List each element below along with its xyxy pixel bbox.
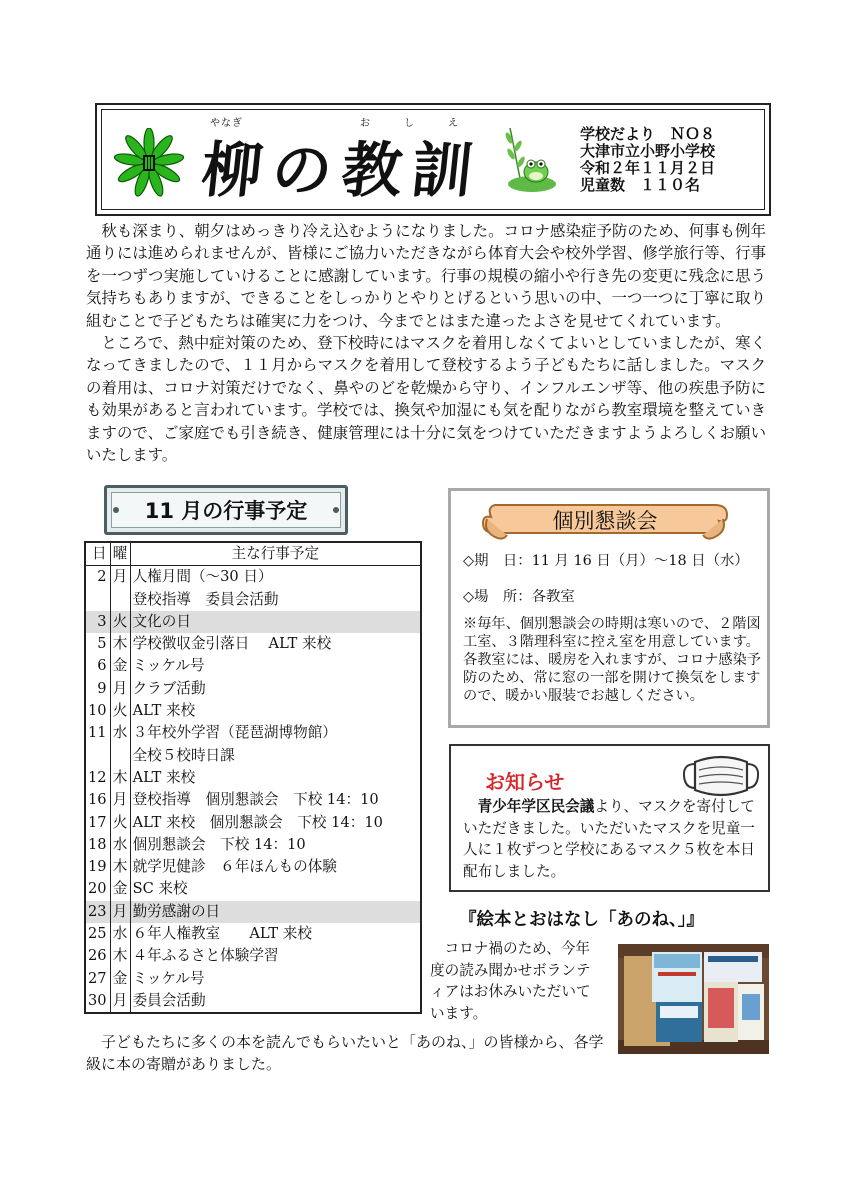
event-name: 勤労感謝の日 bbox=[130, 901, 421, 923]
event-row bbox=[85, 767, 421, 789]
masthead bbox=[95, 103, 771, 216]
event-name: クラブ活動 bbox=[130, 678, 421, 700]
event-row bbox=[85, 722, 421, 744]
title-ruby-oshie: おしえ bbox=[360, 118, 492, 129]
event-row bbox=[85, 700, 421, 722]
event-row bbox=[85, 945, 421, 967]
event-weekday: 水 bbox=[110, 834, 130, 856]
event-name: 登校指導 個別懇談会 下校 14：10 bbox=[130, 789, 421, 811]
event-row bbox=[85, 812, 421, 834]
notice-donor: 青少年学区民会議 bbox=[477, 798, 595, 815]
event-day: 5 bbox=[85, 633, 110, 655]
event-name: 学校徴収金引落日 ALT 来校 bbox=[130, 633, 421, 655]
book-heading: 『絵本とおはなし「あのね、」』 bbox=[459, 910, 704, 930]
event-day bbox=[85, 589, 110, 611]
event-row bbox=[85, 745, 421, 767]
event-day: 2 bbox=[85, 566, 110, 589]
event-name: ALT 来校 bbox=[130, 700, 421, 722]
event-weekday: 金 bbox=[110, 968, 130, 990]
event-day: 10 bbox=[85, 700, 110, 722]
notice-title: お知らせ bbox=[485, 770, 565, 794]
event-name: ６年人権教室 ALT 来校 bbox=[130, 923, 421, 945]
event-name: 文化の日 bbox=[130, 611, 421, 633]
event-weekday: 月 bbox=[110, 789, 130, 811]
notice-body: より、マスクを寄付していただきました。いただいたマスクを児童一人に１枚ずつと学校にあるマスク５枚を本日配布しました。 bbox=[463, 798, 755, 880]
event-weekday: 水 bbox=[110, 923, 130, 945]
notice-text bbox=[463, 796, 761, 882]
event-weekday: 金 bbox=[110, 878, 130, 900]
plate-rivet-icon bbox=[333, 507, 339, 513]
event-row bbox=[85, 834, 421, 856]
event-weekday: 火 bbox=[110, 611, 130, 633]
event-name: 登校指導 委員会活動 bbox=[130, 589, 421, 611]
event-day: 30 bbox=[85, 990, 110, 1013]
events-table bbox=[84, 541, 422, 1014]
event-weekday bbox=[110, 589, 130, 611]
event-day: 12 bbox=[85, 767, 110, 789]
event-weekday: 木 bbox=[110, 767, 130, 789]
event-day: 11 bbox=[85, 722, 110, 744]
consultation-box bbox=[448, 488, 770, 728]
event-name: 全校５校時日課 bbox=[130, 745, 421, 767]
book-text bbox=[430, 938, 602, 1024]
event-row bbox=[85, 990, 421, 1013]
event-day: 25 bbox=[85, 923, 110, 945]
event-day: 3 bbox=[85, 611, 110, 633]
intro-paragraph-2: ところで、熱中症対策のため、登下校時にはマスクを着用しなくてよいとしていましたが、寒くなってきましたので、１１月からマスクを着用して登校するよう子どもたちに話しました。マスクの着用は、コロナ対策だけでなく、鼻やのどを乾燥から守り、インフルエンザ等、他の疾患予防にも効果があると言われています。学校では、換気や加湿にも気を配りながら教室環境を整えていきますので、ご家庭でも引き続き、健康管理には十分に気をつけていただきますようよろしくお願いいたします。 bbox=[86, 334, 766, 465]
event-name: ４年ふるさと体験学習 bbox=[130, 945, 421, 967]
event-weekday: 木 bbox=[110, 856, 130, 878]
event-row bbox=[85, 789, 421, 811]
event-row bbox=[85, 968, 421, 990]
closing-paragraph: 子どもたちに多くの本を読んでもらいたいと「あのね、」の皆様から、各学級に本の寄贈がありました。 bbox=[86, 1033, 604, 1073]
event-day: 23 bbox=[85, 901, 110, 923]
events-title: 11 月の行事予定 bbox=[144, 499, 308, 523]
event-weekday: 木 bbox=[110, 633, 130, 655]
event-row bbox=[85, 878, 421, 900]
intro-text bbox=[86, 220, 766, 466]
event-row bbox=[85, 611, 421, 633]
mask-icon bbox=[681, 750, 761, 802]
leaf-emblem-icon bbox=[114, 128, 184, 198]
event-row bbox=[85, 678, 421, 700]
issue-date: 令和２年１１月２日 bbox=[580, 159, 716, 177]
frog-willow-icon bbox=[500, 126, 560, 196]
event-weekday bbox=[110, 745, 130, 767]
event-row bbox=[85, 566, 421, 589]
event-weekday: 月 bbox=[110, 990, 130, 1013]
event-name: ミッケル号 bbox=[130, 968, 421, 990]
event-row bbox=[85, 655, 421, 677]
picture-book-photo bbox=[618, 944, 769, 1054]
event-weekday: 火 bbox=[110, 700, 130, 722]
events-body bbox=[85, 566, 421, 1013]
event-day bbox=[85, 745, 110, 767]
consultation-date: ◇期 日：11 月 16 日（月）～18 日（水） bbox=[463, 553, 749, 569]
event-day: 20 bbox=[85, 878, 110, 900]
scroll-banner-icon bbox=[481, 499, 729, 549]
event-name: ３年校外学習（琵琶湖博物館） bbox=[130, 722, 421, 744]
event-row bbox=[85, 923, 421, 945]
issue-number: 学校だより ＮＯ８ bbox=[580, 125, 716, 143]
event-row bbox=[85, 856, 421, 878]
closing-text bbox=[86, 1031, 606, 1075]
event-day: 16 bbox=[85, 789, 110, 811]
event-name: ミッケル号 bbox=[130, 655, 421, 677]
book-paragraph: コロナ禍のため、今年度の読み聞かせボランティアはお休みいただいています。 bbox=[430, 940, 591, 1022]
event-row bbox=[85, 633, 421, 655]
event-day: 6 bbox=[85, 655, 110, 677]
student-count: 児童数 １１０名 bbox=[580, 176, 701, 194]
school-name: 大津市立小野小学校 bbox=[580, 142, 716, 160]
event-weekday: 木 bbox=[110, 945, 130, 967]
events-header-event: 主な行事予定 bbox=[130, 542, 421, 566]
plate-rivet-icon bbox=[113, 507, 119, 513]
event-name: SC 来校 bbox=[130, 878, 421, 900]
event-day: 17 bbox=[85, 812, 110, 834]
consultation-place: ◇場 所：各教室 bbox=[463, 589, 575, 605]
event-weekday: 月 bbox=[110, 566, 130, 589]
events-header-day: 日 bbox=[85, 542, 110, 566]
event-name: ALT 来校 bbox=[130, 767, 421, 789]
events-header-weekday: 曜 bbox=[110, 542, 130, 566]
notice-box bbox=[449, 744, 770, 892]
event-day: 9 bbox=[85, 678, 110, 700]
event-row bbox=[85, 901, 421, 923]
event-weekday: 火 bbox=[110, 812, 130, 834]
event-weekday: 水 bbox=[110, 722, 130, 744]
newsletter-info bbox=[580, 126, 715, 194]
events-header-row bbox=[85, 542, 421, 566]
event-weekday: 月 bbox=[110, 678, 130, 700]
consultation-note: ※毎年、個別懇談会の時期は寒いので、２階図工室、３階理科室に控え室を用意しています。各教室には、暖房を入れますが、コロナ感染予防のため、常に窓の一部を開けて換気をしますので、暖かい服装でお越しください。 bbox=[463, 616, 761, 704]
title-ruby-yanagi: やなぎ bbox=[210, 118, 243, 129]
event-day: 18 bbox=[85, 834, 110, 856]
event-weekday: 金 bbox=[110, 655, 130, 677]
event-name: 人権月間（～30 日） bbox=[130, 566, 421, 589]
newsletter-title: 柳の教訓 bbox=[198, 136, 486, 206]
event-row bbox=[85, 589, 421, 611]
intro-paragraph-1: 秋も深まり、朝夕はめっきり冷え込むようになりました。コロナ感染症予防のため、何事も例年通りには進められませんが、皆様にご協力いただきながら体育大会や校外学習、修学旅行等、行事を一つずつ実施していけることに感謝しています。行事の規模の縮小や行き先の変更に残念に思う気持ちもありますが、できることをしっかりとやりとげるという思いの中、一つ一つに丁寧に取り組むことで子どもたちは確実に力をつけ、今までとはまた違ったよさを見せてくれています。 bbox=[86, 222, 766, 330]
consultation-title: 個別懇談会 bbox=[552, 509, 658, 533]
event-day: 27 bbox=[85, 968, 110, 990]
masthead-inner-frame bbox=[101, 109, 765, 210]
event-name: ALT 来校 個別懇談会 下校 14：10 bbox=[130, 812, 421, 834]
event-name: 個別懇談会 下校 14：10 bbox=[130, 834, 421, 856]
event-weekday: 月 bbox=[110, 901, 130, 923]
events-title-plate bbox=[104, 485, 348, 535]
event-name: 委員会活動 bbox=[130, 990, 421, 1013]
event-day: 26 bbox=[85, 945, 110, 967]
events-title-plate-inner bbox=[111, 492, 341, 528]
event-day: 19 bbox=[85, 856, 110, 878]
event-name: 就学児健診 ６年ほんもの体験 bbox=[130, 856, 421, 878]
